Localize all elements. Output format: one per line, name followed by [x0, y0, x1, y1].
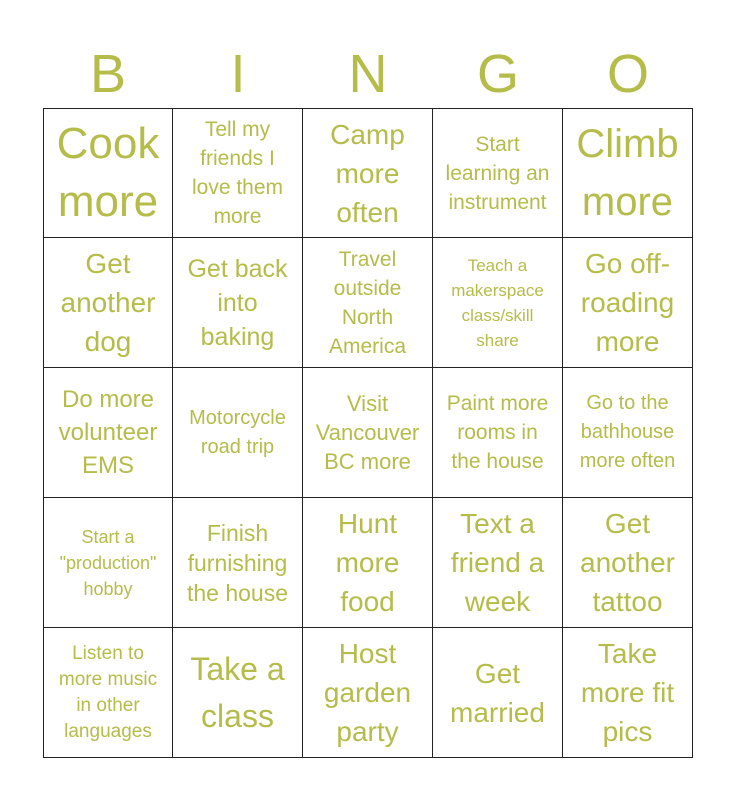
cell-text: Get married — [450, 657, 545, 728]
cell-text: Get another dog — [60, 248, 156, 357]
bingo-cell-r1-c3[interactable] — [433, 238, 563, 368]
bingo-cell-r3-c3[interactable] — [433, 498, 563, 628]
cell-text: Motorcycle road trip — [189, 406, 286, 458]
bingo-header — [43, 40, 693, 108]
cell-text: Take a class — [190, 650, 285, 734]
bingo-cell-r4-c0[interactable] — [43, 628, 173, 758]
cell-text: Text a friend a week — [450, 508, 545, 617]
cell-text: Do more volunteer EMS — [58, 386, 158, 479]
cell-text: Go to the bathhouse more often — [579, 392, 676, 472]
cell-text: Get back into baking — [187, 254, 288, 351]
header-letter-b: B — [89, 44, 127, 104]
cell-text: Travel outside North America — [328, 247, 407, 358]
cell-text: Get another tattoo — [580, 508, 675, 617]
bingo-cell-r4-c3[interactable] — [433, 628, 563, 758]
cell-text: Finish furnishing the house — [186, 519, 289, 606]
bingo-cell-r2-c0[interactable] — [43, 368, 173, 498]
cell-text: Climb more — [576, 122, 679, 224]
bingo-cell-r2-c2[interactable] — [303, 368, 433, 498]
bingo-cell-r0-c3[interactable] — [433, 108, 563, 238]
bingo-cell-r3-c2[interactable] — [303, 498, 433, 628]
bingo-cell-r0-c2[interactable] — [303, 108, 433, 238]
header-letter-o: O — [606, 44, 649, 104]
cell-text: Tell my friends I love them more — [191, 118, 284, 228]
cell-text: Go off-roading more — [580, 248, 675, 357]
bingo-cell-r4-c1[interactable] — [173, 628, 303, 758]
bingo-cell-r3-c0[interactable] — [43, 498, 173, 628]
bingo-cell-r2-c1[interactable] — [173, 368, 303, 498]
header-letter-g: G — [476, 44, 519, 104]
cell-text: Visit Vancouver BC more — [315, 391, 420, 474]
bingo-cell-r3-c1[interactable] — [173, 498, 303, 628]
bingo-cell-r0-c1[interactable] — [173, 108, 303, 238]
bingo-cell-r4-c2[interactable] — [303, 628, 433, 758]
bingo-cell-r1-c2[interactable] — [303, 238, 433, 368]
cell-text: Paint more rooms in the house — [446, 392, 549, 473]
bingo-cell-r0-c0[interactable] — [43, 108, 173, 238]
bingo-cell-r1-c0[interactable] — [43, 238, 173, 368]
bingo-cell-r2-c4[interactable] — [563, 368, 693, 498]
cell-text: Start learning an instrument — [445, 132, 550, 214]
header-letter-n: N — [348, 44, 388, 104]
cell-text: Cook more — [56, 119, 160, 226]
cell-text: Start a "production" hobby — [59, 526, 157, 599]
bingo-cell-r2-c3[interactable] — [433, 368, 563, 498]
cell-text: Take more fit pics — [580, 638, 675, 747]
bingo-cell-r4-c4[interactable] — [563, 628, 693, 758]
cell-text: Listen to more music in other languages — [58, 642, 158, 742]
header-letter-i: I — [230, 44, 246, 104]
bingo-cell-r0-c4[interactable] — [563, 108, 693, 238]
bingo-cell-r1-c4[interactable] — [563, 238, 693, 368]
bingo-cell-r1-c1[interactable] — [173, 238, 303, 368]
cell-text: Hunt more food — [335, 508, 400, 617]
cell-text: Teach a makerspace class/skill share — [451, 255, 544, 350]
cell-text: Host garden party — [323, 638, 412, 747]
cell-text: Camp more often — [330, 118, 405, 228]
bingo-board — [43, 108, 693, 758]
bingo-cell-r3-c4[interactable] — [563, 498, 693, 628]
